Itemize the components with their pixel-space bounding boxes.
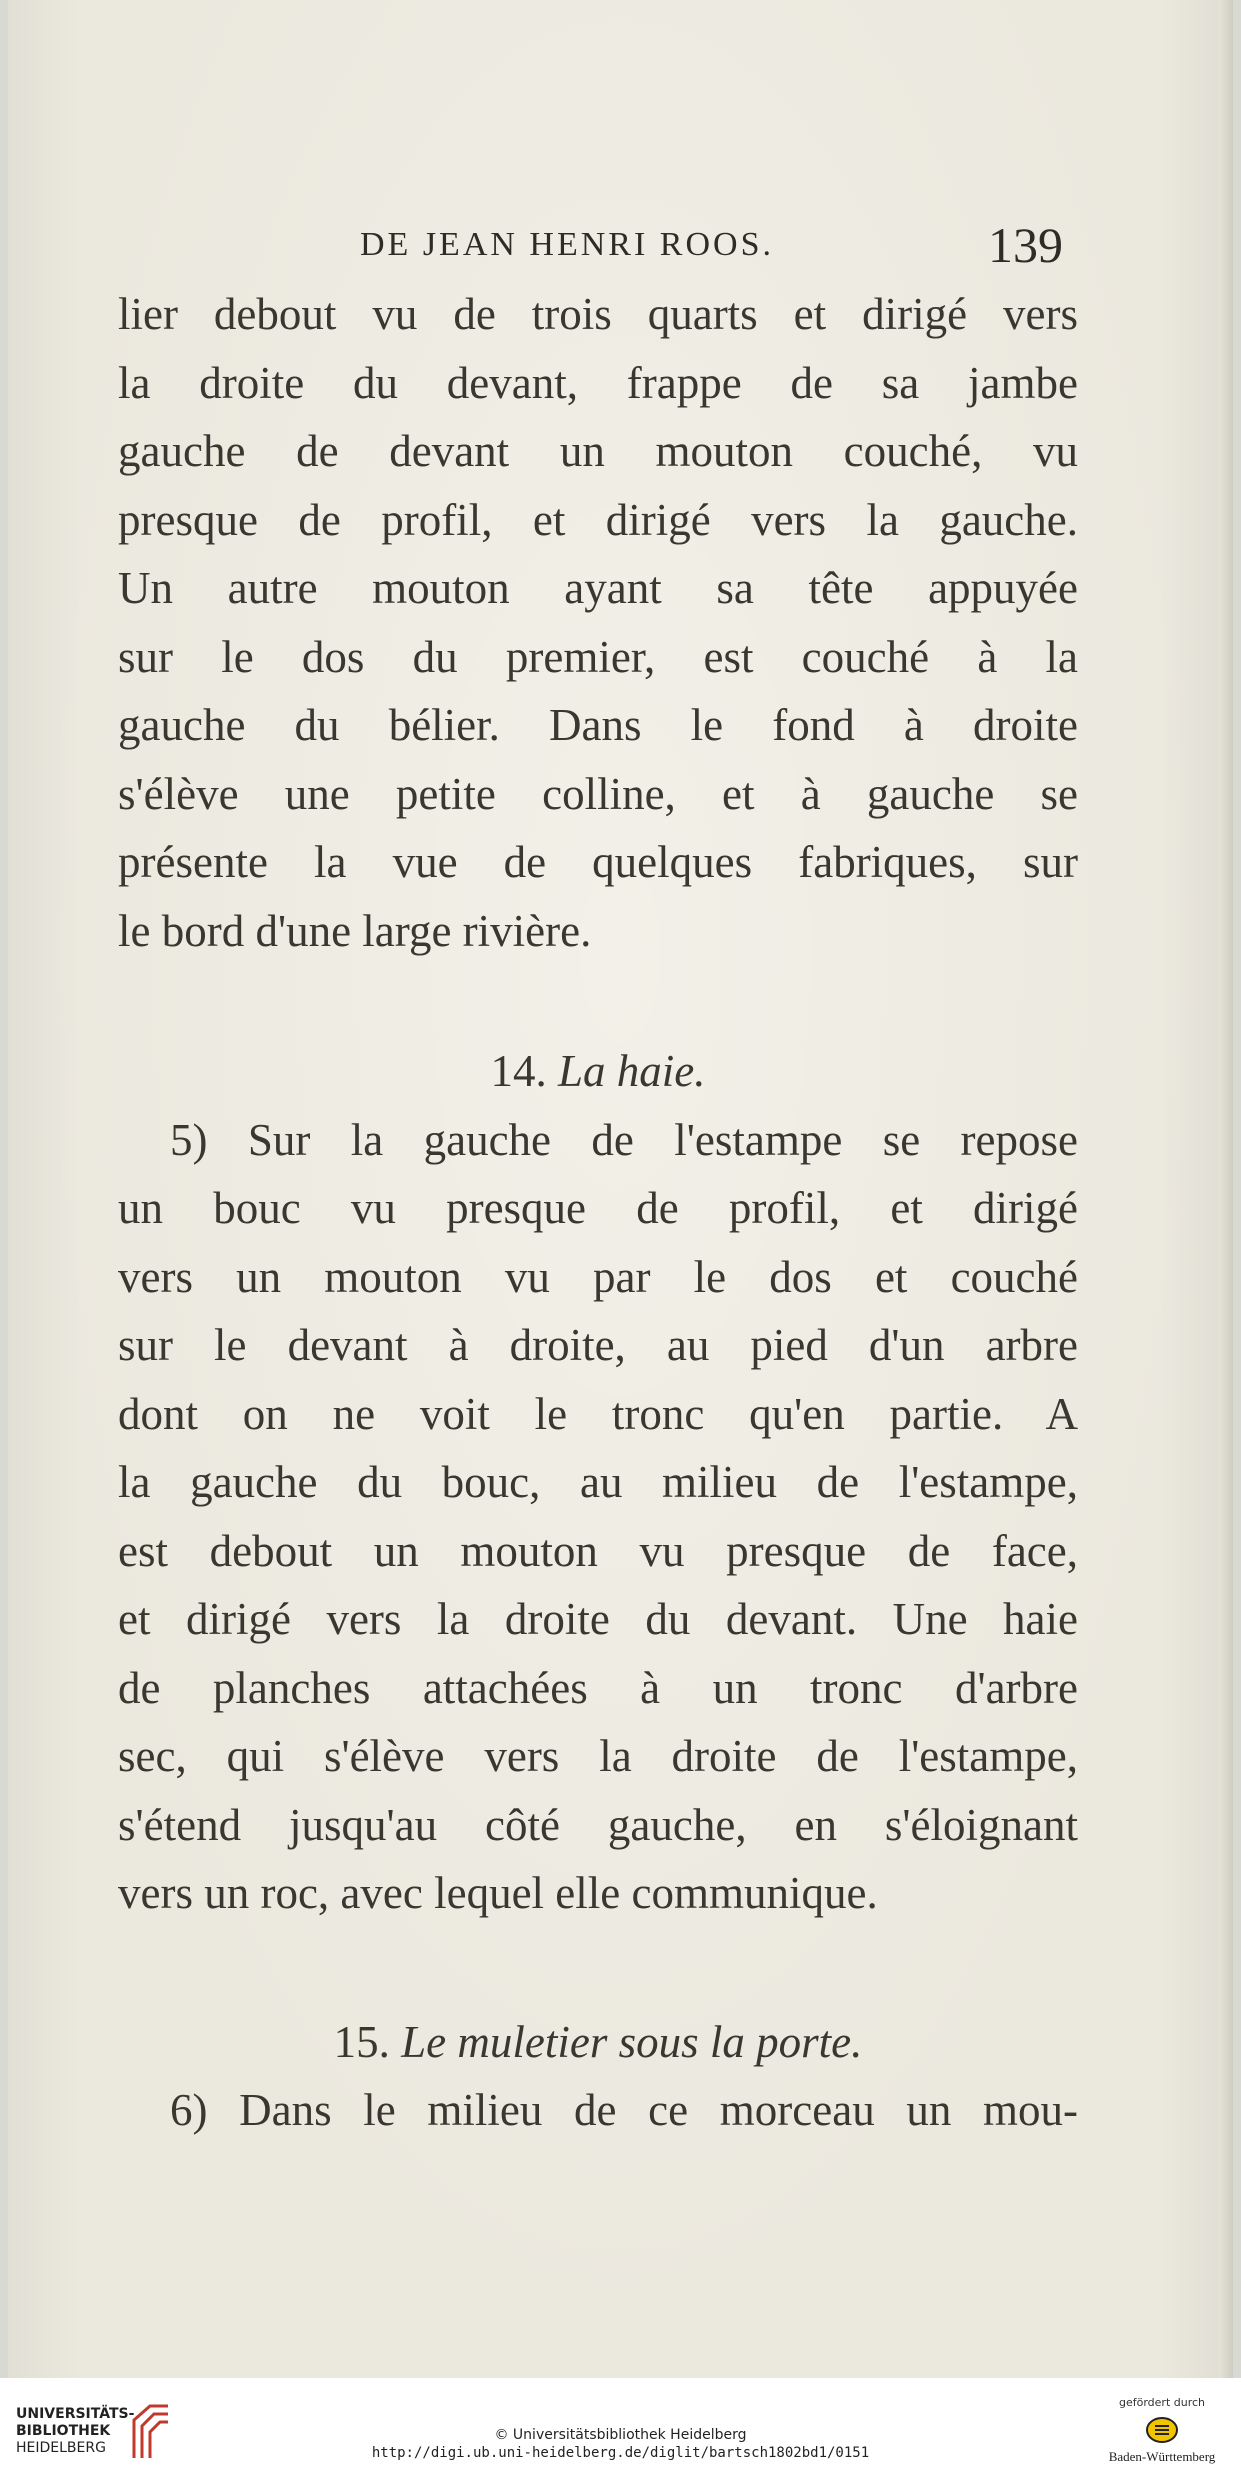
text-line: est debout un mouton vu presque de face, (118, 1525, 1078, 1576)
text-line: sur le dos du premier, est couché à la (118, 631, 1078, 682)
copyright-notice (0, 2426, 1241, 2462)
copyright-text: © Universitätsbibliothek Heidelberg (494, 2427, 747, 2443)
paragraph-entry-6 (118, 2076, 1078, 2145)
text-line: 5) Sur la gauche de l'estampe se repose (170, 1114, 1078, 1165)
library-name-line: BIBLIOTHEK (16, 2423, 111, 2439)
running-title: DE JEAN HENRI ROOS. (360, 226, 774, 263)
text-line: vers un roc, avec lequel elle communique. (118, 1868, 878, 1918)
paragraph-continued (118, 280, 1078, 965)
text-line: presque de profil, et dirigé vers la gauche. (118, 494, 1078, 545)
text-line: de planches attachées à un tronc d'arbre (118, 1662, 1078, 1713)
text-line: la droite du devant, frappe de sa jambe (118, 357, 1078, 408)
text-line: sur le devant à droite, au pied d'un arbre (118, 1320, 1078, 1370)
text-line: la gauche du bouc, au milieu de l'estampe, (118, 1457, 1078, 1507)
section-heading-15 (118, 2008, 1078, 2077)
section-number: 14. (490, 1046, 547, 1096)
sponsor-badge[interactable] (1092, 2396, 1232, 2465)
section-heading-14 (118, 1037, 1078, 1106)
text-line: présente la vue de quelques fabriques, sur (118, 837, 1078, 887)
library-name-line: HEIDELBERG (16, 2440, 106, 2456)
text-line: 6) Dans le milieu de ce morceau un mou- (170, 2085, 1078, 2135)
section-number: 15. (333, 2016, 390, 2067)
permalink[interactable]: http://digi.ub.uni-heidelberg.de/diglit/bartsch1802bd1/0151 (371, 2445, 870, 2461)
section-title: La haie. (557, 1046, 706, 1096)
section-title: Le muletier sous la porte. (401, 2016, 863, 2067)
running-head (8, 217, 1233, 280)
page-edge-shadow (1219, 0, 1233, 2378)
text-line: lier debout vu de trois quarts et dirigé vers (118, 289, 1078, 339)
text-line: sec, qui s'élève vers la droite de l'estampe, (118, 1731, 1078, 1781)
page-number: 139 (988, 217, 1063, 273)
text-line: et dirigé vers la droite du devant. Une haie (118, 1594, 1078, 1644)
body-text (118, 280, 1078, 2145)
text-line: un bouc vu presque de profil, et dirigé (118, 1183, 1078, 1233)
sponsor-label: gefördert durch (1118, 2396, 1206, 2409)
text-line: vers un mouton vu par le dos et couché (118, 1251, 1078, 1302)
scanned-page (8, 0, 1233, 2378)
library-name-line: UNIVERSITÄTS- (16, 2406, 135, 2422)
text-line: dont on ne voit le tronc qu'en partie. A (118, 1388, 1078, 1439)
text-line: s'étend jusqu'au côté gauche, en s'éloignant (118, 1799, 1078, 1850)
text-line: le bord d'une large rivière. (118, 905, 592, 956)
text-line: Un autre mouton ayant sa tête appuyée (118, 563, 1078, 613)
paragraph-entry-5 (118, 1106, 1078, 1928)
text-line: s'élève une petite colline, et à gauche se (118, 768, 1078, 819)
text-line: gauche du bélier. Dans le fond à droite (118, 700, 1078, 750)
sponsor-name: Baden-Württemberg (1108, 2449, 1216, 2464)
state-seal-icon (1145, 2413, 1179, 2447)
text-line: gauche de devant un mouton couché, vu (118, 426, 1078, 476)
viewer-footer (0, 2378, 1241, 2471)
